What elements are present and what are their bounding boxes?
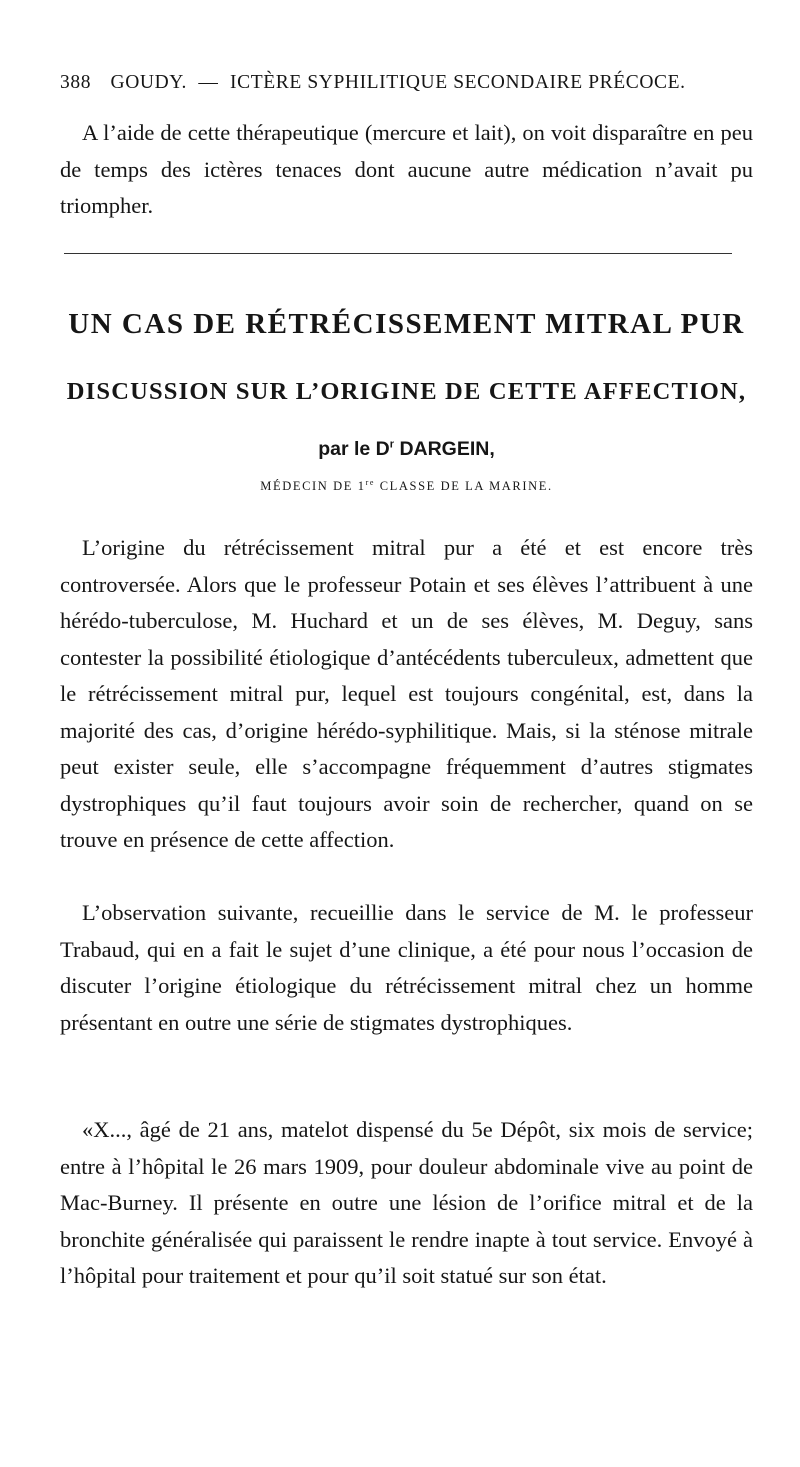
byline-sup: r <box>389 438 395 451</box>
affiliation-before: MÉDECIN DE 1 <box>260 479 366 494</box>
author-affiliation <box>60 478 753 494</box>
running-head-dash: — <box>198 72 219 93</box>
observation-paragraph: «X..., âgé de 21 ans, matelot dispensé du 5e Dépôt, six mois de service; entre à l’hôpital le 26 mars 1909, pour douleur abdominale vive au point de Mac-Burney. Il présente en outre une lésion de l’orifice mitral et de la bronchite généralisée qui paraissent le rendre inapte à tout service. Envoyé à l’hôpital pour traitement et pour qu’il soit statué sur son état. <box>60 1117 753 1288</box>
running-head-author: GOUDY. <box>110 72 187 93</box>
intro-paragraph: A l’aide de cette thérapeutique (mercure et lait), on voit disparaître en peu de temps des ictères tenaces dont aucune autre médication n’avait pu triompher. <box>60 120 753 218</box>
affiliation-sup: re <box>365 478 375 487</box>
section-divider <box>64 253 732 254</box>
running-head <box>60 72 750 94</box>
author-name: DARGEIN, <box>399 438 495 460</box>
body-paragraph: L’observation suivante, recueillie dans le service de M. le professeur Trabaud, qui en a fait le sujet d’une clinique, a été pour nous l’occasion de discuter l’origine étiologique du rétrécissement mitral chez un homme présentant en outre une série de stigmates dystrophiques. <box>60 900 753 1035</box>
affiliation-after: CLASSE DE LA MARINE. <box>375 479 553 494</box>
article-subtitle: DISCUSSION SUR L’ORIGINE DE CETTE AFFECTION, <box>66 378 747 405</box>
author-byline <box>60 438 753 461</box>
byline-prefix: par le D <box>318 438 390 460</box>
page-number: 388 <box>60 72 92 93</box>
body-paragraph: L’origine du rétrécissement mitral pur a été et est encore très controversée. Alors que le professeur Potain et ses élèves l’attribuent à une hérédo-tuberculose, M. Huchard et un de ses élèves, M. Deguy, sans contester la possibilité étiologique d’antécédents tuberculeux, admettent que le rétrécissement mitral pur, lequel est toujours congénital, est, dans la majorité des cas, d’origine hérédo-syphilitique. Mais, si la sténose mitrale peut exister seule, elle s’accompagne fréquemment d’autres stigmates dystrophiques qu’il faut toujours avoir soin de rechercher, quand on se trouve en présence de cette affection. <box>60 535 753 852</box>
running-head-title: ICTÈRE SYPHILITIQUE SECONDAIRE PRÉCOCE. <box>230 72 686 93</box>
article-title: UN CAS DE RÉTRÉCISSEMENT MITRAL PUR <box>68 308 745 340</box>
